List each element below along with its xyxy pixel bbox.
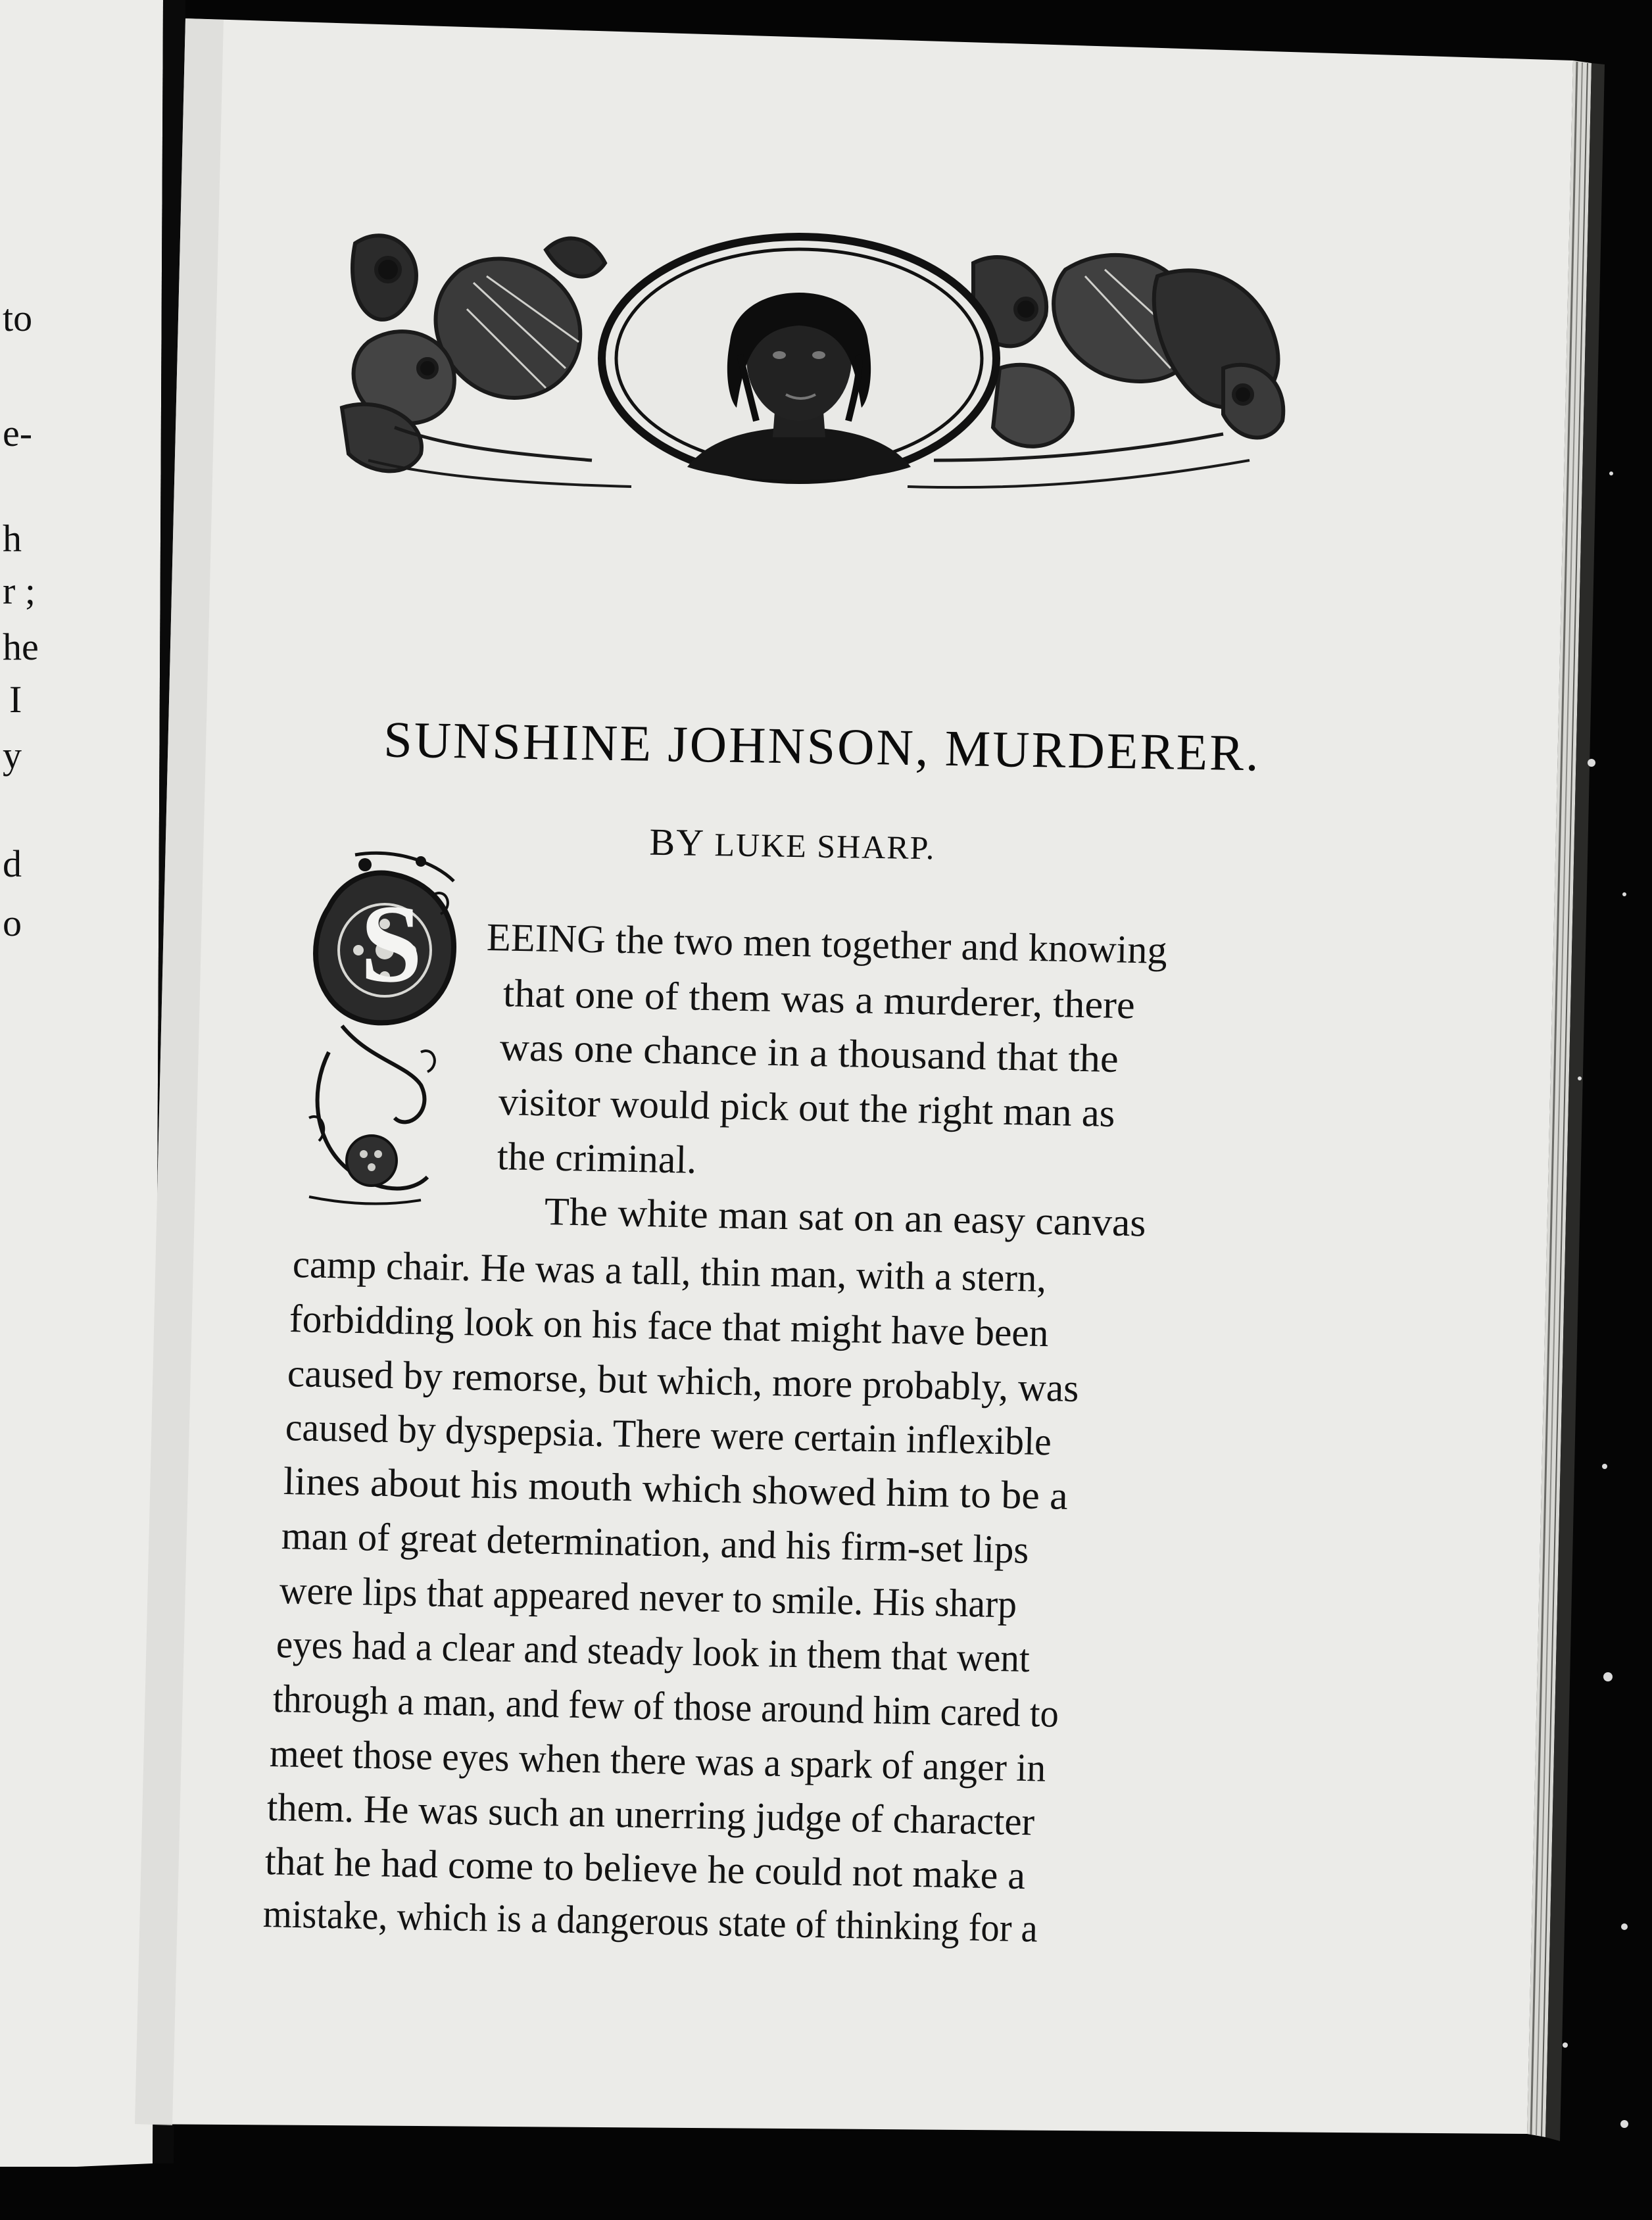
text-line: the criminal.: [497, 1134, 697, 1182]
text-line: caused by remorse, but which, more probably, was: [287, 1351, 1080, 1411]
text-line: meet those eyes when there was a spark of anger in: [269, 1731, 1046, 1790]
text-line: man of great determination, and his firm-set lips: [281, 1514, 1029, 1572]
text-line: caused by dyspepsia. There were certain inflexible: [285, 1405, 1052, 1464]
text-line: through a man, and few of those around him cared to: [272, 1677, 1059, 1735]
text-line: eyes had a clear and steady look in them that went: [276, 1622, 1031, 1680]
left-fragment: r ;: [3, 569, 36, 612]
left-fragment: y: [3, 734, 22, 777]
text-line: The white man sat on an easy canvas: [544, 1190, 1147, 1245]
byline-author: LUKE SHARP.: [714, 826, 936, 867]
text-line: were lips that appeared never to smile. His sharp: [279, 1568, 1017, 1626]
left-fragment: I: [9, 678, 22, 721]
left-fragment: d: [3, 842, 22, 885]
text-line: that one of them was a murderer, there: [502, 971, 1136, 1027]
text-line: was one chance in a thousand that the: [499, 1025, 1119, 1081]
text-line: camp chair. He was a tall, thin man, with a stern,: [292, 1242, 1047, 1300]
dropcap-letter: S: [360, 882, 423, 1005]
byline-prefix: BY: [649, 820, 706, 864]
text-line: mistake, which is a dangerous state of thinking for a: [262, 1892, 1038, 1950]
dropcap: [303, 848, 467, 1217]
left-fragment: o: [3, 902, 22, 944]
text-line: EEING the two men together and knowing: [486, 915, 1168, 972]
text-line: that he had come to believe he could not make a: [264, 1839, 1026, 1898]
text-line: forbidding look on his face that might have been: [289, 1297, 1050, 1355]
left-fragment: e-: [3, 412, 33, 454]
left-fragment: he: [3, 625, 39, 668]
left-fragment: to: [3, 297, 33, 339]
story-title: SUNSHINE JOHNSON, MURDERER.: [383, 710, 1261, 782]
text-line: them. He was such an unerring judge of character: [266, 1785, 1035, 1844]
text-line: visitor would pick out the right man as: [498, 1080, 1115, 1135]
byline: [395, 816, 1191, 873]
left-fragment: h: [3, 517, 22, 560]
text-line: lines about his mouth which showed him to be a: [283, 1459, 1069, 1518]
